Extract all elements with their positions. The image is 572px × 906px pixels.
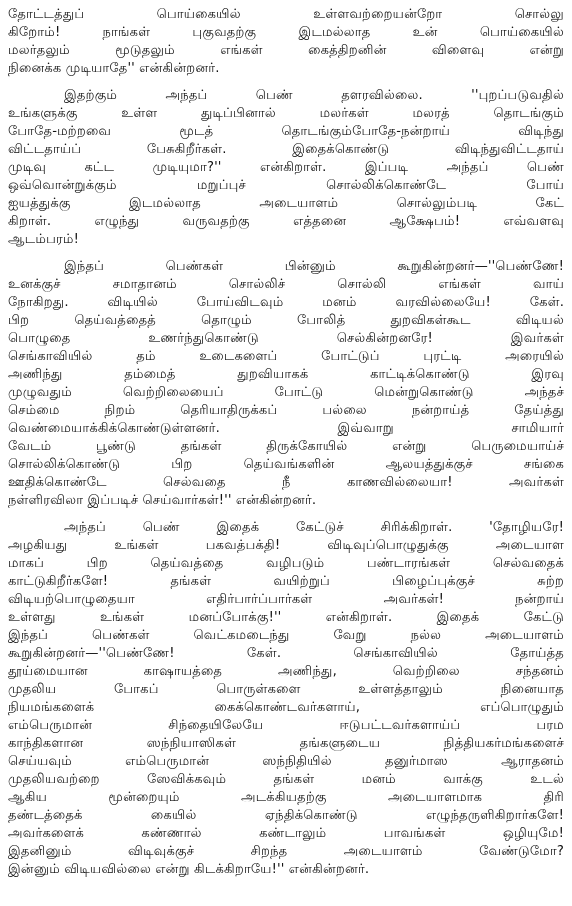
paragraph-2 <box>8 87 564 249</box>
text-line: முடிவு கட்ட முடியுமா?'' என்கிறாள். இப்படி அந்தப் பெண் <box>8 160 564 175</box>
text-line: விடியற்பொழுதையா எதிர்பார்ப்பார்கள் அவர்கள்! நன்றாய் <box>8 592 564 607</box>
text-line: மலர்தலும் மூடுதலும் எங்கள் கைத்திறனின் விளைவு என்று <box>8 43 564 58</box>
text-line: நியமங்களைக் கைக்கொண்டவர்களாய், எப்பொழுதும் <box>8 700 564 715</box>
document-page <box>8 6 564 879</box>
text-line: தூய்மையான காஷாயத்தை அணிந்து, வெற்றிலை சந்தனம் <box>8 664 564 679</box>
text-line: சொல்லிக்கொண்டு பிற தெய்வங்களின் ஆலயத்துக்குச் சங்கை <box>8 457 564 472</box>
text-line: பிற தெய்வத்தைத் தொழும் போலித் துறவிகள்கூட விடியல் <box>8 313 564 328</box>
text-line: தோட்டத்துப் பொய்கையில் உள்ளவற்றையன்றோ சொல்லு <box>8 7 564 22</box>
text-line: கிறாள். எழுந்து வருவதற்கு எத்தனை ஆக்ஷேபம்! எவ்வளவு <box>8 214 564 229</box>
paragraph-1 <box>8 6 564 78</box>
text-line: காட்டுகிறீர்களே! தங்கள் வயிற்றுப் பிழைப்புக்குச் சுற்ற <box>8 574 564 589</box>
paragraph-3 <box>8 258 564 510</box>
text-line: மாகப் பிற தெய்வத்தை வழிபடும் பண்டாரங்கள் செல்வதைக் <box>8 556 564 571</box>
text-line: செம்மை நிறம் தெரியாதிருக்கப் பல்லை நன்றாய்த் தேய்த்து <box>8 403 564 418</box>
text-line: நினைக்க முடியாதே'' என்கின்றனர். <box>8 61 220 76</box>
text-line: இந்தப் பெண்கள் பின்னும் கூறுகின்றனர்—''பெண்ணே! <box>64 259 564 274</box>
text-line: ஆகிய மூன்றையும் அடக்கியதற்கு அடையாளமாக திரி <box>8 790 564 805</box>
text-line: ஐயத்துக்கு இடமல்லாத அடையாளம் சொல்லும்படி கேட் <box>8 196 564 211</box>
text-line: வேடம் பூண்டு தங்கள் திருக்கோயில் என்று பெருமையாய்ச் <box>8 439 564 454</box>
text-line: முழுவதும் வெற்றிலையைப் போட்டு மென்றுகொண்டு அந்தச் <box>8 385 564 400</box>
text-line: உனக்குச் சமாதானம் சொல்லிச் சொல்லி எங்கள் வாய் <box>8 277 564 292</box>
text-line: உள்ளது உங்கள் மனப்போக்கு!'' என்கிறாள். இதைக் கேட்டு <box>8 610 564 625</box>
text-line: கூறுகின்றனர்—''பெண்ணே! கேள். செங்காவியில் தோய்த்த <box>8 646 564 661</box>
text-line: போதே-மற்றவை மூடத் தொடங்கும்போதே-நன்றாய் விடிந்து <box>8 124 564 139</box>
text-line: இன்னும் விடியவில்லை என்று கிடக்கிறாயே!'' என்கின்றனர். <box>8 862 370 877</box>
paragraph-4 <box>8 519 564 879</box>
text-line: ஒவ்வொன்றுக்கும் மறுப்புச் சொல்லிக்கொண்டே போய் <box>8 178 564 193</box>
text-line: காந்திகளான ஸந்நியாஸிகள் தங்களுடைய நித்தியகர்மங்களைச் <box>8 736 564 751</box>
text-line: அழகியது உங்கள் பகவத்பக்தி! விடிவுப்பொழுதுக்கு அடையாள <box>8 538 564 553</box>
text-line: அணிந்து தம்மைத் துறவியாகக் காட்டிக்கொண்டு இரவு <box>8 367 564 382</box>
text-line: எம்பெருமான் சிந்தையிலேயே ஈடுபட்டவர்களாய்ப் பரம <box>8 718 564 733</box>
text-line: நோகிறது. விடியில் போய்விடவும் மனம் வரவில்லையே! கேள். <box>8 295 564 310</box>
text-line: தண்டத்தைக் கையில் ஏந்திக்கொண்டு எழுந்தருளிகிறார்களே! <box>8 808 564 823</box>
text-line: இந்தப் பெண்கள் வெட்கமடைந்து வேறு நல்ல அடையாளம் <box>8 628 564 643</box>
text-line: பொழுதை உணர்ந்துகொண்டு செல்கின்றனரே! இவர்கள் <box>8 331 564 346</box>
text-line: இதற்கும் அந்தப் பெண் தளரவில்லை. ''புறப்படுவதில் <box>64 88 564 103</box>
text-line: அந்தப் பெண் இதைக் கேட்டுச் சிரிக்கிறாள். 'தோழியரே! <box>64 520 564 535</box>
text-line: ஊதிக்கொண்டே செல்வதை நீ காணவில்லையா! அவர்கள் <box>8 475 564 490</box>
text-line: விட்டதாய்ப் பேசுகிறீர்கள். இதைக்கொண்டு விடிந்துவிட்டதாய் <box>8 142 564 157</box>
text-line: முதலியவற்றை ஸேவிக்கவும் தங்கள் மனம் வாக்கு உடல் <box>8 772 564 787</box>
text-line: அவர்களைக் கண்ணால் கண்டாலும் பாவங்கள் ஒழியுமே! <box>8 826 564 841</box>
text-line: உங்களுக்கு உள்ள துடிப்பினால் மலர்கள் மலரத் தொடங்கும் <box>8 106 564 121</box>
text-line: நள்ளிரவிலா இப்படிச் செய்வார்கள்!'' என்கின்றனர். <box>8 493 317 508</box>
text-line: கிறோம்! நாங்கள் புகுவதற்கு இடமல்லாத உன் பொய்கையில் <box>8 25 564 40</box>
text-line: முதலிய போகப் பொருள்களை உள்ளத்தாலும் நினையாத <box>8 682 564 697</box>
text-line: செங்காவியில் தம் உடைகளைப் போட்டுப் புரட்டி அரையில் <box>8 349 564 364</box>
text-line: இதனினும் விடிவுக்குச் சிறந்த அடையாளம் வேண்டுமோ? <box>8 844 564 859</box>
text-line: செய்யவும் எம்பெருமான் ஸந்நிதியில் தனுர்மாஸ ஆராதனம் <box>8 754 564 769</box>
text-line: வெண்மையாக்கிக்கொண்டுள்ளனர். இவ்வாறு சாமியார் <box>8 421 564 436</box>
text-line: ஆடம்பரம்! <box>8 232 80 247</box>
